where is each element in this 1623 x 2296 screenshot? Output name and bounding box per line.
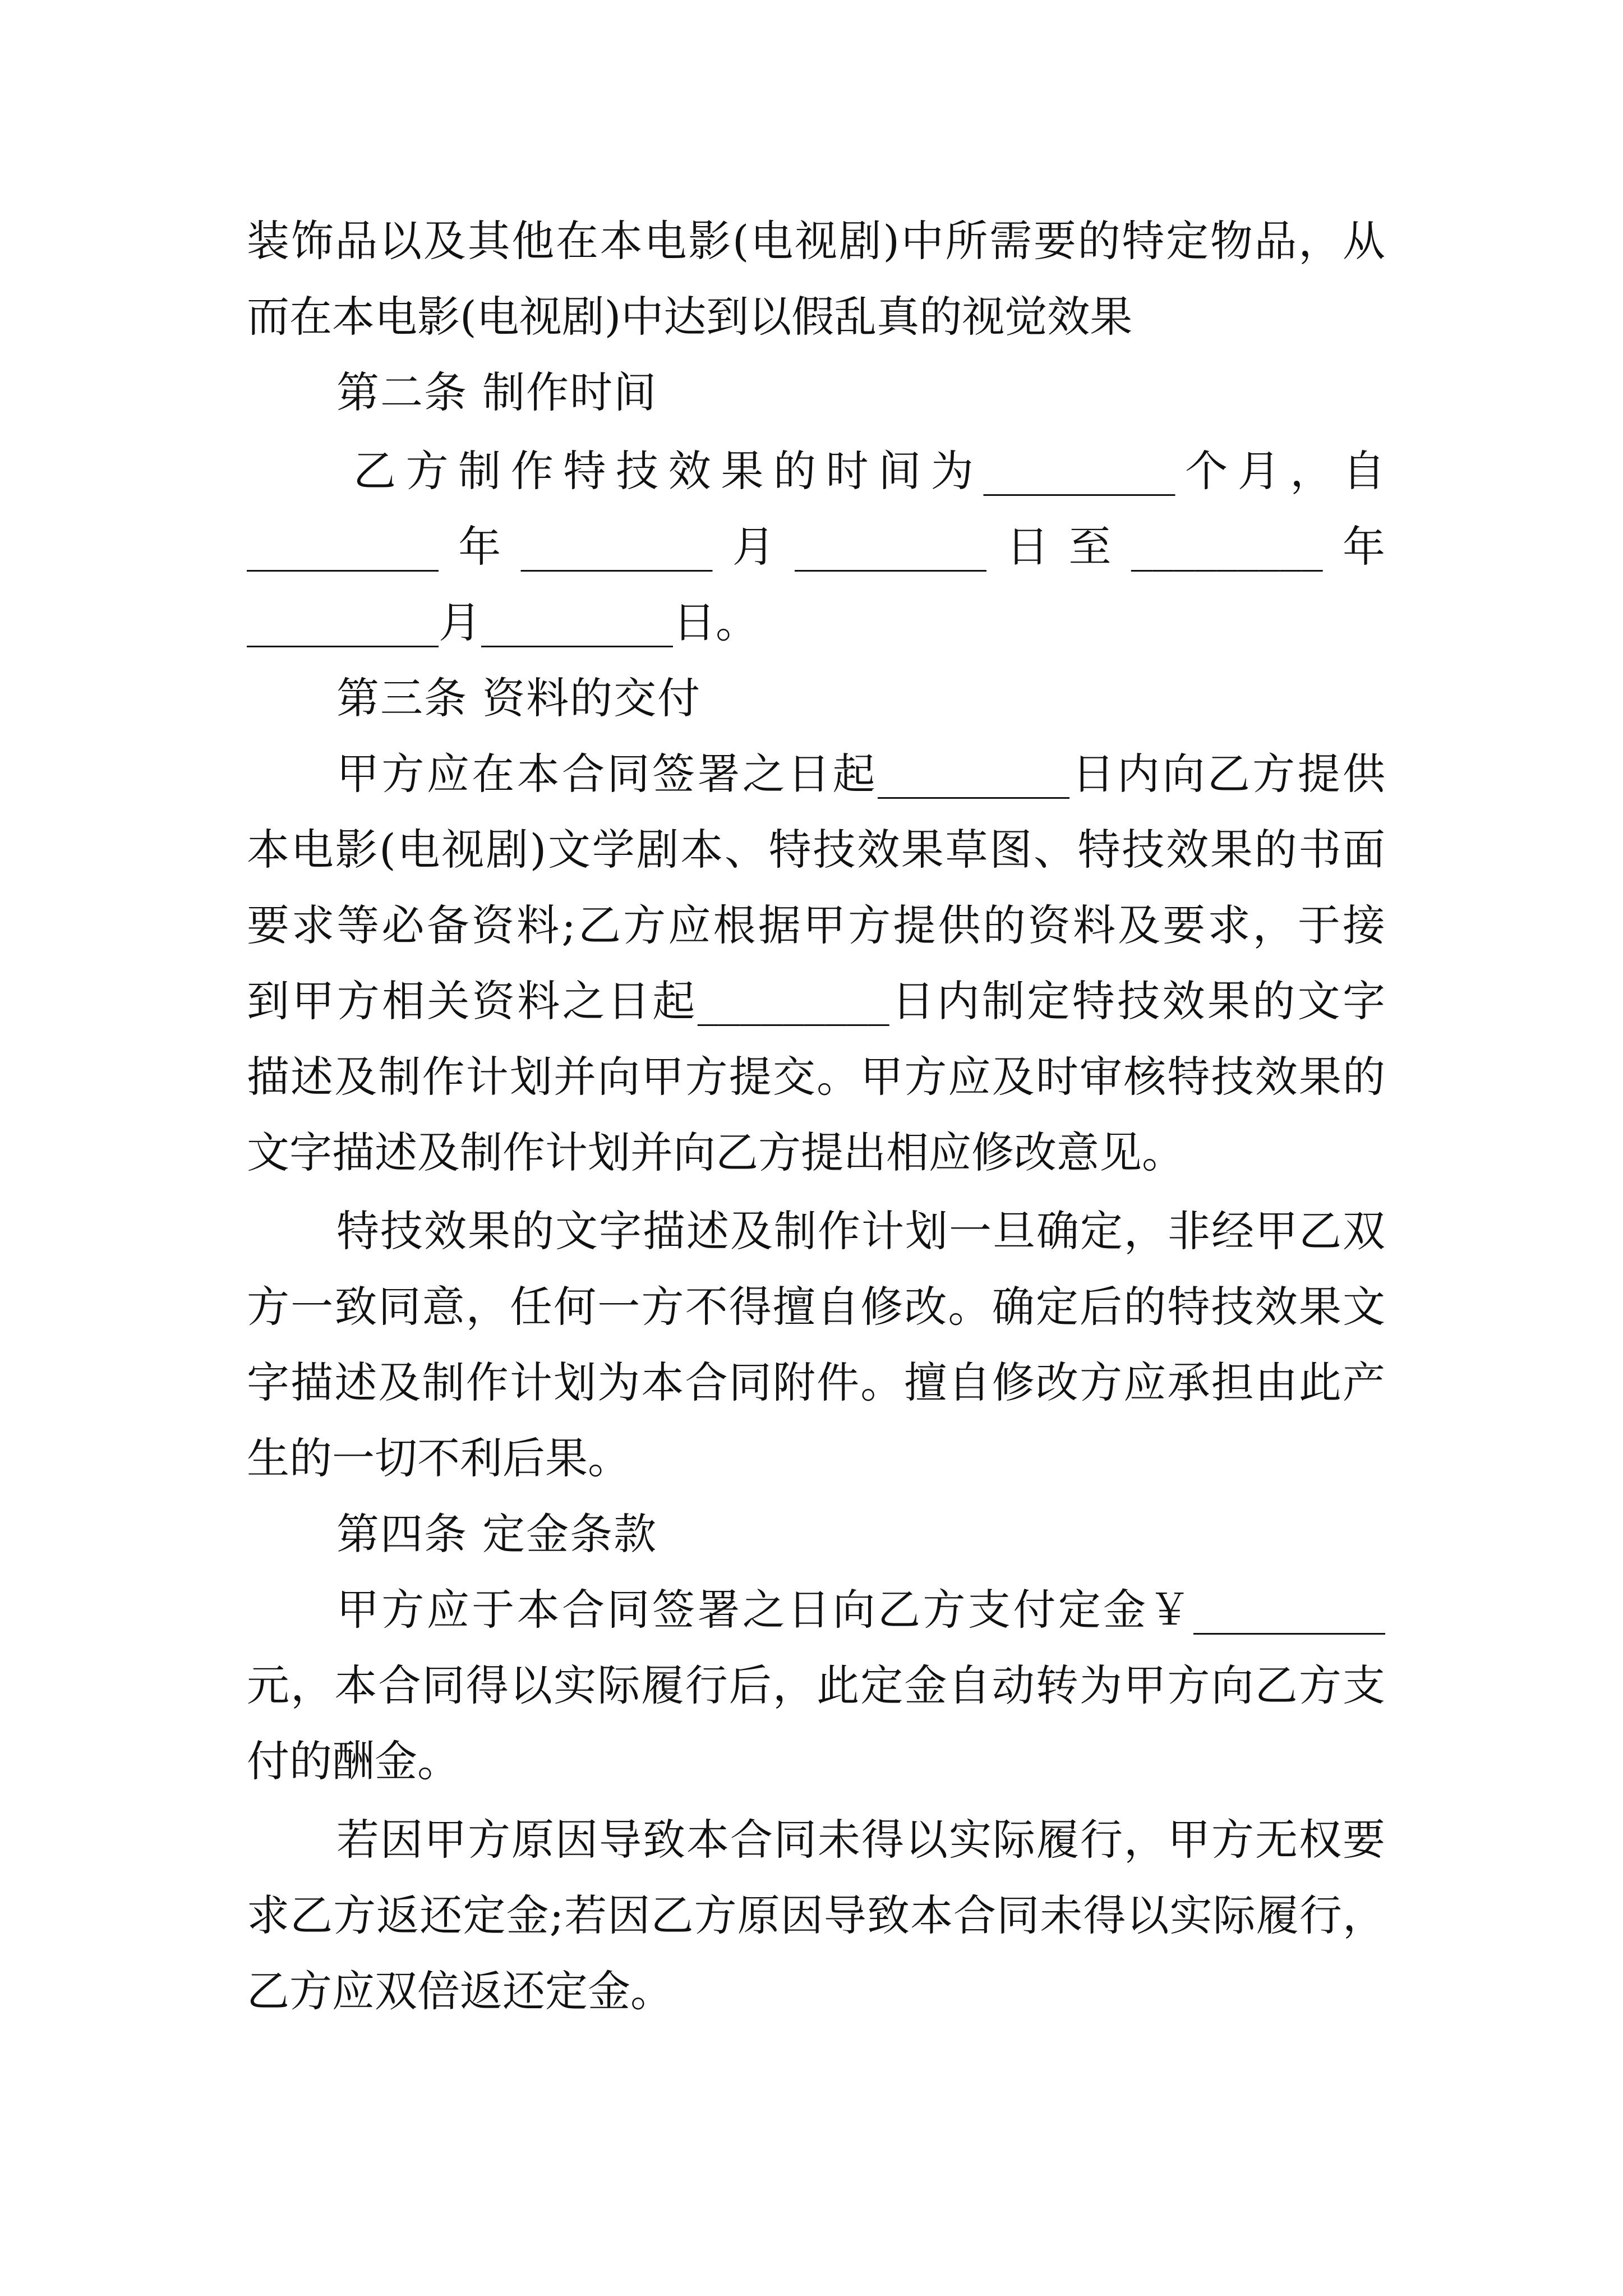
- body-line: 装饰品以及其他在本电影(电视剧)中所需要的特定物品，从: [247, 216, 1385, 266]
- section-heading-2: 第二条 制作时间: [336, 367, 658, 417]
- body-line: 甲方应在本合同签署之日起_________日内向乙方提供: [336, 749, 1385, 799]
- body-line: 方一致同意，任何一方不得擅自修改。确定后的特技效果文: [247, 1282, 1385, 1332]
- body-line: 而在本电影(电视剧)中达到以假乱真的视觉效果: [247, 292, 1133, 342]
- body-line: _________月_________日。: [247, 597, 758, 647]
- body-line: 若因甲方原因导致本合同未得以实际履行，甲方无权要: [336, 1815, 1385, 1865]
- body-line: 乙方应双倍返还定金。: [247, 1966, 673, 2016]
- body-line: 求乙方返还定金;若因乙方原因导致本合同未得以实际履行，: [247, 1890, 1385, 1940]
- body-line: 文字描述及制作计划并向乙方提出相应修改意见。: [247, 1128, 1184, 1177]
- body-line: 付的酬金。: [247, 1736, 460, 1786]
- body-line: 元，本合同得以实际履行后，此定金自动转为甲方向乙方支: [247, 1660, 1385, 1710]
- body-line: 特技效果的文字描述及制作计划一旦确定，非经甲乙双: [336, 1206, 1385, 1256]
- section-heading-3: 第三条 资料的交付: [336, 673, 702, 723]
- body-line: 乙方制作特技效果的时间为_________个月，自: [353, 446, 1385, 496]
- body-line: 到甲方相关资料之日起_________日内制定特技效果的文字: [247, 976, 1385, 1026]
- section-heading-4: 第四条 定金条款: [336, 1509, 658, 1559]
- body-line: 描述及制作计划并向甲方提交。甲方应及时审核特技效果的: [247, 1052, 1385, 1102]
- body-line: 甲方应于本合同签署之日向乙方支付定金￥_________: [336, 1585, 1385, 1635]
- body-line: 字描述及制作计划为本合同附件。擅自修改方应承担由此产: [247, 1358, 1385, 1407]
- body-line: _________年_________月_________日至_________年: [247, 522, 1385, 572]
- body-line: 生的一切不利后果。: [247, 1433, 630, 1483]
- body-line: 本电影(电视剧)文学剧本、特技效果草图、特技效果的书面: [247, 825, 1385, 875]
- body-line: 要求等必备资料;乙方应根据甲方提供的资料及要求，于接: [247, 900, 1385, 950]
